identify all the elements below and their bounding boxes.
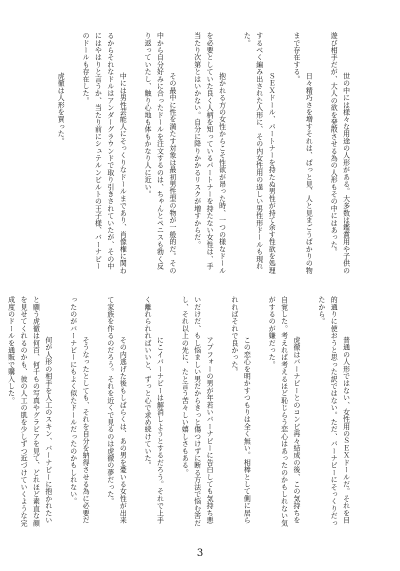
paragraph: その最中に性を満たす対象は最初男性型の物が一般的だ。その中から自分好みに合ったドールを注文するのは、ちゃんとペニスも勃く反り返っていたし、触り心地も体もかなり人に近い。 <box>143 32 176 275</box>
top-text-block <box>34 32 364 274</box>
paragraph: この恋心を明かすつもりは全く無い。相棒として側に居られればそれで良かった。 <box>229 296 251 524</box>
paragraph: 普通の人形ではない、女性用のＳＥＸドールだ。それを目的通りに使おうと思った訳ではない。ただ、バーナビーにそっくりだったから。 <box>316 296 350 527</box>
paragraph: その内逃げた後もしばらくは、あの男を憂いる女性が出来て家族を作るのだろう。それを近くで見るのは虎徹の夢だった。 <box>105 296 127 524</box>
paragraph: 虎徹は人形を買った。 <box>56 72 65 145</box>
paragraph: 中には男性芸能人にそっくりなドールまであり、肖像権に関わるからそれなドルはアンダーグラウンドで取り引きされていたが、その中にはやはりと言うか、当たり前にシュテルンビルトの王子様、バーナビーのドールも存在した。 <box>81 32 127 275</box>
paragraph: 抱かれる方の女性からこそ性欲が昂った時、一つの様なドールを必要としていた良く人柄を知っているパートナーを持たない女性は、手当たり次第とはいかない。自分に降りかかるリスクが増すからだ。 <box>192 32 226 275</box>
paragraph: 日々精巧さを増すそれは、ぱっと見、人と見まごうばかりの物まで存在する。 <box>291 32 313 275</box>
paragraph: ＳＥＸドール、パートナーを持たぬ男性が持て余す性欲を処理するべく編み出された人形に、その内女性用の逞しい男性形ドールも現れた。 <box>242 32 276 275</box>
paragraph: 虎徹はバーナビーとのコンビ再々結成の後、この気持ちを自覚した。考えれば考えるほど恥じらう恋心はあったのかもしれない気がするのが嫌だった。 <box>267 296 300 527</box>
bottom-text-block <box>6 296 364 528</box>
paragraph: そうなったとしても、それを自分を納得させる為に必要だったのがバーナビーにもよく似たドールだったのかもしれない。 <box>68 296 90 524</box>
paragraph: にこイバーナビーは解消しようとするだろう。それで上手く離れられればいいと、ずっと心で求め続けていた。 <box>143 296 164 524</box>
paragraph: アプフォーの男が年若いバーナビーに告白しても気持ち悪いだけだ、もし悩ましい男だからきっと傷つけずに断る方法で悩む筈だし、それ以上の先に、たと言う苦々しい嬉しさもある。 <box>180 296 214 527</box>
paragraph: 世の中には様々な用途の人形がある。大多数は鑑賞用や子供の遊び相手だが、大人の欲を発散させる為の人形もその中にはあった。 <box>329 32 350 275</box>
paragraph: 何が人形の相手を人工のスキン、バーナビーに抱かれたいと願う虎徹は何百、何千もの写真やグラビアを見て、どれほど素直な顔を見せてくれるのかも、彼の人工の肌を少しずつ近づけていくような完成度のドールを通販で購入した。 <box>6 296 52 527</box>
page-number: 3 <box>196 548 204 559</box>
